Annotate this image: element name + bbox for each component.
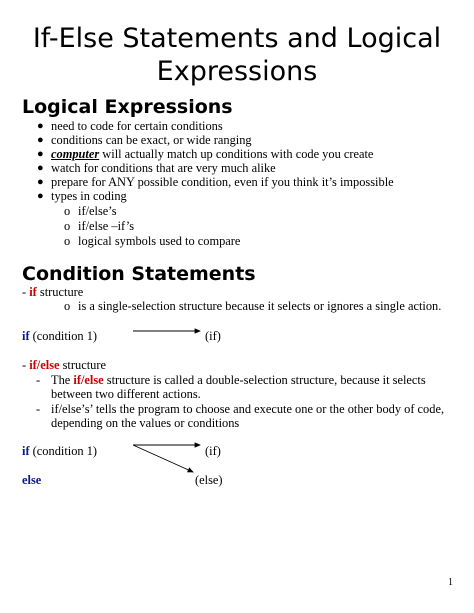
logical-expressions-heading: Logical Expressions [22, 96, 233, 118]
text: structure is called a double-selection structure, because it selects [103, 373, 426, 387]
condition-text: (condition 1) [29, 444, 98, 458]
sub-bullet-text: if/else’s [78, 204, 117, 218]
sub-bullet-text: if/else –if’s [78, 219, 135, 233]
sub-bullet-icon: o [64, 234, 71, 248]
dash-bullet-icon: - [36, 402, 41, 416]
bullet-icon: ● [37, 190, 44, 202]
dash: - [22, 358, 30, 372]
if-else-explanation: if/else’s’ tells the program to choose and execute one or the other body of code, [51, 402, 445, 416]
if-else-keyword: if/else [73, 373, 104, 387]
bullet-text: conditions can be exact, or wide ranging [51, 133, 252, 147]
else-code-keyword: else [22, 473, 42, 487]
dash-bullet-icon: - [36, 373, 41, 387]
title-line-1: If-Else Statements and Logical [32, 23, 442, 54]
if-else-structure-label [22, 358, 106, 372]
bullet-text-rest: will actually match up conditions with code you create [102, 147, 374, 161]
if-branch-label: (if) [205, 444, 221, 458]
if-code-keyword: if [22, 329, 30, 343]
else-branch-label: (else) [195, 473, 223, 487]
example-if-else-line [22, 444, 97, 458]
text: The [51, 373, 74, 387]
if-else-explanation-cont: depending on the values or conditions [51, 416, 240, 430]
sub-bullet-text: logical symbols used to compare [78, 234, 241, 248]
condition-text: (condition 1) [29, 329, 98, 343]
bullet-text: watch for conditions that are very much alike [51, 161, 276, 175]
if-keyword: if [29, 285, 37, 299]
sub-bullet-icon: o [64, 204, 71, 218]
structure-word: structure [59, 358, 106, 372]
condition-statements-heading: Condition Statements [22, 263, 256, 285]
dash: - [22, 285, 30, 299]
bullet-icon: ● [37, 120, 44, 132]
sub-bullet-icon: o [64, 299, 71, 313]
bullet-icon: ● [37, 162, 44, 174]
if-else-description [51, 373, 426, 387]
sub-bullet-icon: o [64, 219, 71, 233]
bullet-text: types in coding [51, 189, 127, 203]
structure-word: structure [36, 285, 84, 299]
if-else-description-cont: between two different actions. [51, 387, 201, 401]
page-number: 1 [448, 577, 453, 588]
if-else-keyword: if/else [29, 358, 60, 372]
title-line-2: Expressions [156, 56, 318, 87]
bullet-icon: ● [37, 134, 44, 146]
bullet-icon: ● [37, 148, 44, 160]
if-code-keyword: if [22, 444, 30, 458]
bullet-icon: ● [37, 176, 44, 188]
if-branch-label: (if) [205, 329, 221, 343]
bullet-text: need to code for certain conditions [51, 119, 223, 133]
emphasis-word: computer [51, 147, 100, 161]
if-description: is a single-selection structure because it selects or ignores a single action. [78, 299, 442, 313]
bullet-text: prepare for ANY possible condition, even if you think it’s impossible [51, 175, 394, 189]
